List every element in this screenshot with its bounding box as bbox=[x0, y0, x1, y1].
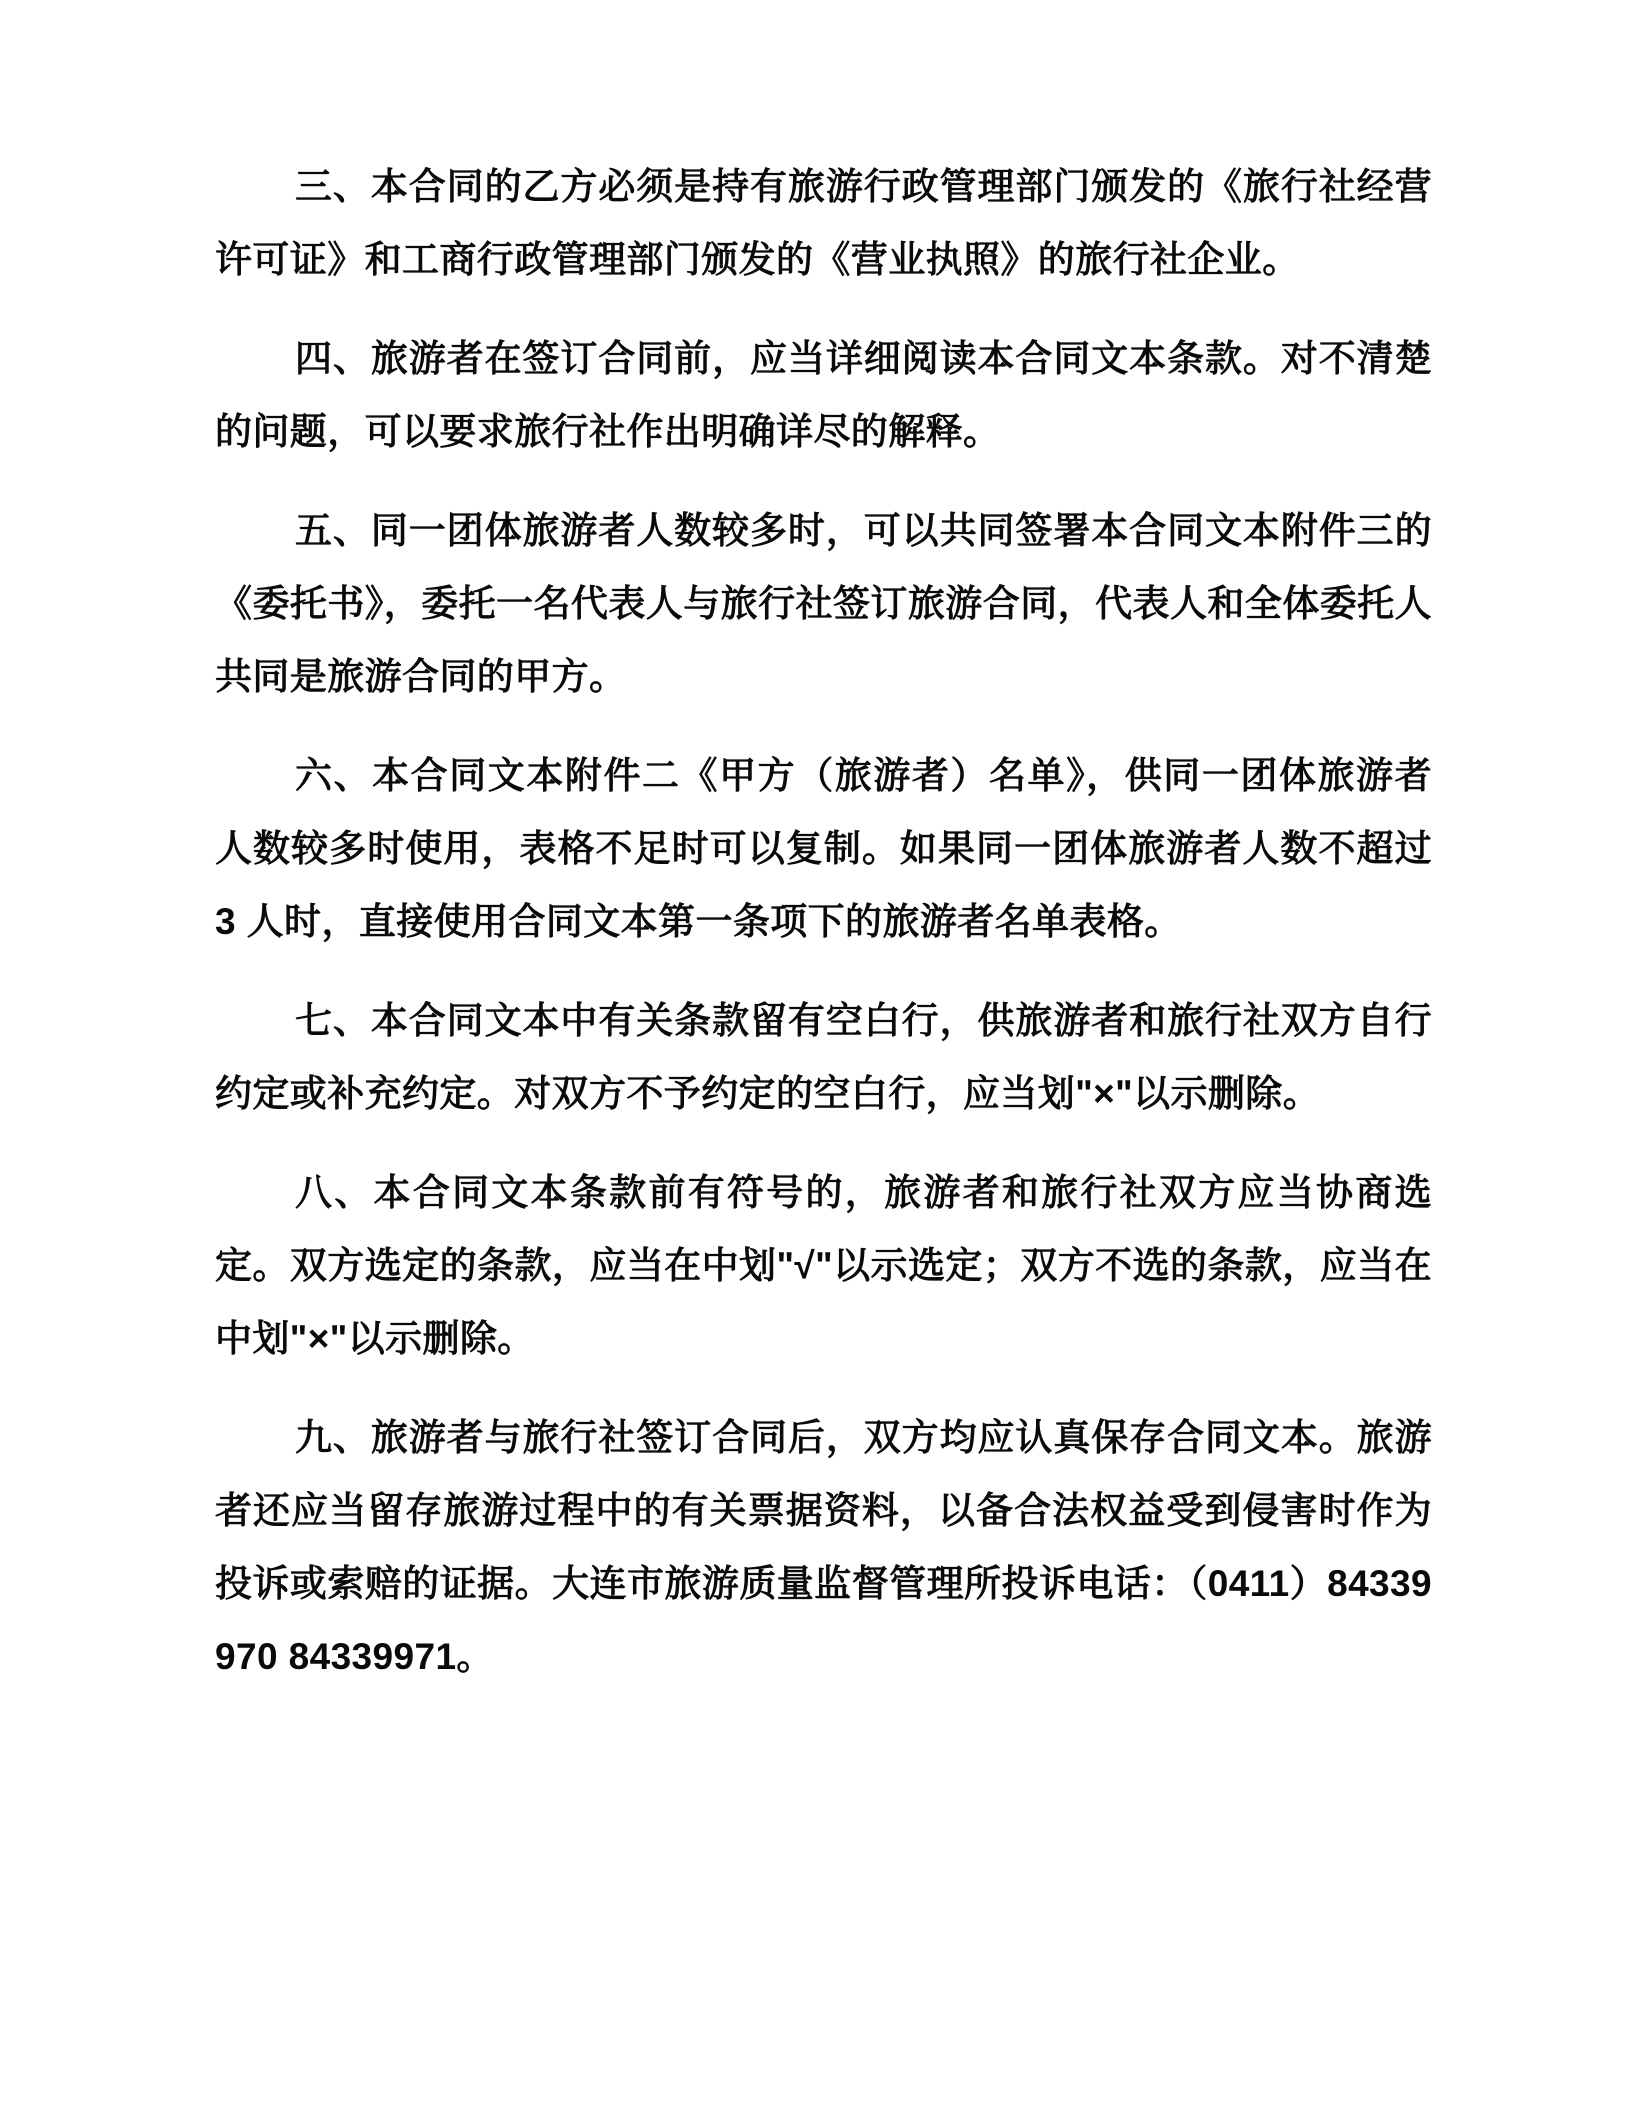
paragraph-clause-7: 七、本合同文本中有关条款留有空白行，供旅游者和旅行社双方自行约定或补充约定。对双方不予约定的空白行，应当划"×"以示删除。 bbox=[215, 1000, 1432, 1114]
paragraph-clause-5: 五、同一团体旅游者人数较多时，可以共同签署本合同文本附件三的《委托书》，委托一名代表人与旅行社签订旅游合同，代表人和全体委托人共同是旅游合同的甲方。 bbox=[215, 510, 1432, 697]
document-body bbox=[215, 150, 1432, 1693]
paragraph-clause-9: 九、旅游者与旅行社签订合同后，双方均应认真保存合同文本。旅游者还应当留存旅游过程中的有关票据资料，以备合法权益受到侵害时作为投诉或索赔的证据。大连市旅游质量监督管理所投诉电话：（0411）84339970 84339971。 bbox=[215, 1417, 1432, 1677]
paragraph-clause-6: 六、本合同文本附件二《甲方（旅游者）名单》，供同一团体旅游者人数较多时使用，表格不足时可以复制。如果同一团体旅游者人数不超过 3 人时，直接使用合同文本第一条项下的旅游者名单表格。 bbox=[215, 755, 1432, 942]
paragraph-clause-8: 八、本合同文本条款前有符号的，旅游者和旅行社双方应当协商选定。双方选定的条款，应当在中划"√"以示选定；双方不选的条款，应当在中划"×"以示删除。 bbox=[215, 1172, 1432, 1359]
paragraph-clause-3: 三、本合同的乙方必须是持有旅游行政管理部门颁发的《旅行社经营许可证》和工商行政管理部门颁发的《营业执照》的旅行社企业。 bbox=[215, 166, 1432, 280]
paragraph-clause-4: 四、旅游者在签订合同前，应当详细阅读本合同文本条款。对不清楚的问题，可以要求旅行社作出明确详尽的解释。 bbox=[215, 338, 1432, 452]
